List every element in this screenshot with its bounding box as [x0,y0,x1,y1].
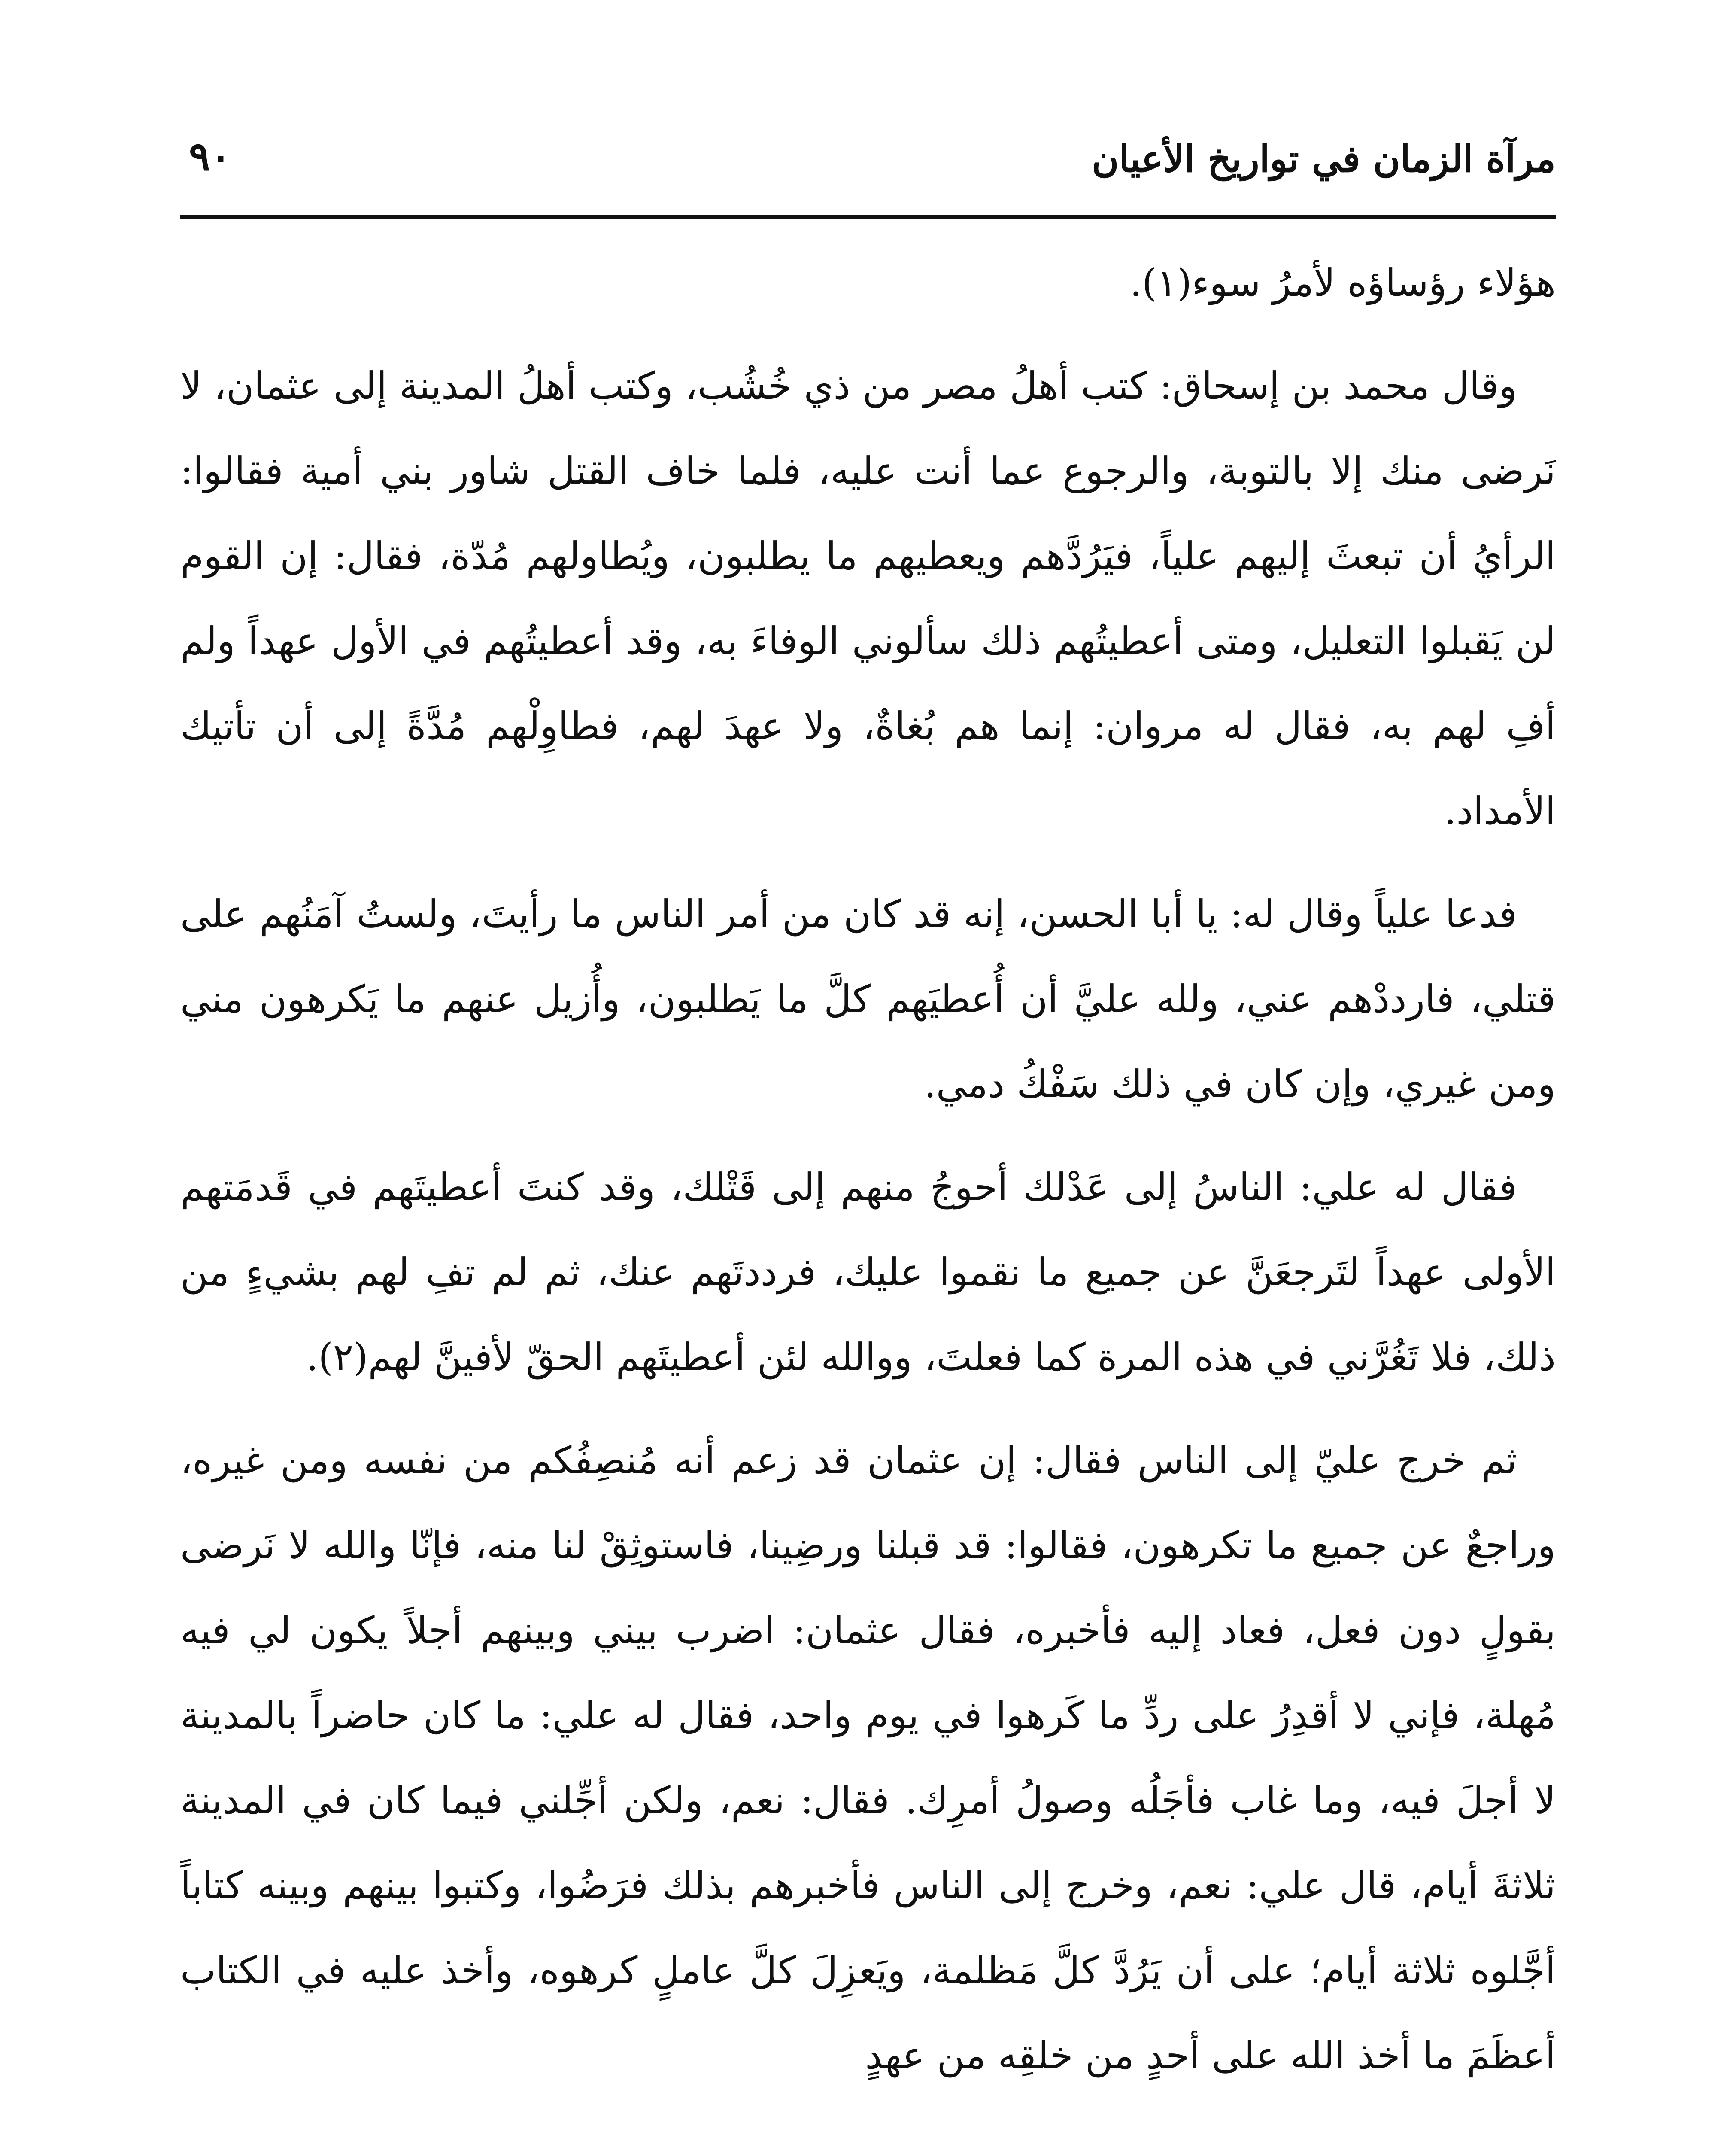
paragraph-5: ثم خرج عليّ إلى الناس فقال: إن عثمان قد زعم أنه مُنصِفُكم من نفسه ومن غيره، وراجعٌ عن جميع ما تكرهون، فقالوا: قد قبلنا ورضِينا، فاستوثِقْ لنا منه، فإنّا والله لا نَرضى بقولٍ دون فعل، فعاد إليه فأخبره، فقال عثمان: اضرب بيني وبينهم أجلاً يكون لي فيه مُهلة، فإني لا أقدِرُ على ردِّ ما كَرهوا في يوم واحد، فقال له علي: ما كان حاضراً بالمدينة لا أجلَ فيه، وما غاب فأجَلُه وصولُ أمرِك. فقال: نعم، ولكن أجِّلني فيما كان في المدينة ثلاثةَ أيام، قال علي: نعم، وخرج إلى الناس فأخبرهم بذلك فرَضُوا، وكتبوا بينهم وبينه كتاباً أجَّلوه ثلاثة أيام؛ على أن يَرُدَّ كلَّ مَظلمة، ويَعزِلَ كلَّ عاملٍ كرهوه، وأخذ عليه في الكتاب أعظَمَ ما أخذ الله على أحدٍ من خلقِه من عهدٍ [180,1438,1556,2077]
book-page [180,129,1556,2147]
page-number: ٩٠ [189,133,231,179]
paragraph-2: وقال محمد بن إسحاق: كتب أهلُ مصر من ذي خُشُب، وكتب أهلُ المدينة إلى عثمان، لا نَرضى منك إلا بالتوبة، والرجوع عما أنت عليه، فلما خاف القتل شاور بني أمية فقالوا: الرأيُ أن تبعثَ إليهم علياً، فيَرُدَّهم ويعطيهم ما يطلبون، ويُطاولهم مُدّة، فقال: إن القوم لن يَقبلوا التعليل، ومتى أعطيتُهم ذلك سألوني الوفاءَ به، وقد أعطيتُهم في الأول عهداً ولم أفِ لهم به، فقال له مروان: إنما هم بُغاةٌ، ولا عهدَ لهم، فطاوِلْهم مُدَّةً إلى أن تأتيك الأمداد. [180,364,1556,833]
paragraph-4: فقال له علي: الناسُ إلى عَدْلك أحوجُ منهم إلى قَتْلك، وقد كنتَ أعطيتَهم في قَدمَتهم الأولى عهداً لتَرجعَنَّ عن جميع ما نقموا عليك، فرددتَهم عنك، ثم لم تفِ لهم بشيءٍ من ذلك، فلا تَغُرَّني في هذه المرة كما فعلتَ، ووالله لئن أعطيتَهم الحقّ لأفينَّ لهم(٢). [180,1165,1556,1379]
main-text [180,240,1556,2116]
paragraph-3: فدعا علياً وقال له: يا أبا الحسن، إنه قد كان من أمر الناس ما رأيتَ، ولستُ آمَنُهم على قتلي، فارددْهم عني، ولله عليَّ أن أُعطيَهم كلَّ ما يَطلبون، وأُزيل عنهم ما يَكرهون مني ومن غيري، وإن كان في ذلك سَفْكُ دمي. [180,892,1556,1106]
header-divider [180,215,1556,219]
running-title: مرآة الزمان في تواريخ الأعيان [1092,137,1556,181]
page-header [180,129,1556,202]
paragraph-1: هؤلاء رؤساؤه لأمرُ سوء(١). [1130,261,1556,305]
